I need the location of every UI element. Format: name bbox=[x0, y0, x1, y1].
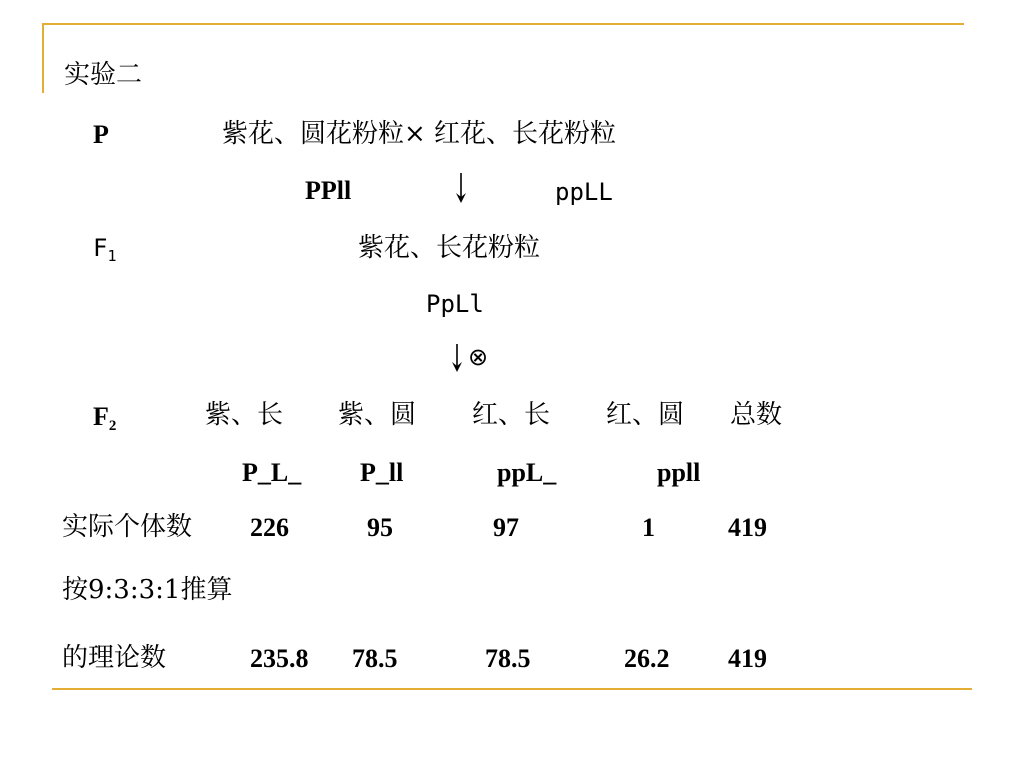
p-label: P bbox=[93, 120, 109, 149]
f1-label: $F_1$ bbox=[93, 234, 117, 265]
left-rule bbox=[42, 23, 44, 93]
selfing-symbol: ⊗ bbox=[468, 343, 489, 371]
expected-label-line2: 的理论数 bbox=[62, 643, 167, 673]
expected-value-red-long: 78.5 bbox=[485, 644, 531, 673]
observed-value-purple-round: 95 bbox=[367, 513, 393, 542]
expected-value-red-round: 26.2 bbox=[624, 644, 670, 673]
slide-title: 实验二 bbox=[64, 60, 143, 90]
parent-genotype-left: PPll bbox=[305, 176, 352, 205]
f1-genotype: PpLl bbox=[426, 290, 484, 318]
cross-arrow-icon bbox=[454, 172, 468, 204]
f2-header-purple-round: 紫、圆 bbox=[338, 400, 417, 430]
bottom-rule bbox=[52, 688, 972, 690]
f2-header-purple-long: 紫、长 bbox=[205, 400, 284, 430]
f2-genotype-p-ll: P_ll bbox=[360, 458, 404, 487]
expected-label-line1: 按9:3:3:1推算 bbox=[62, 575, 233, 605]
observed-value-purple-long: 226 bbox=[250, 513, 289, 542]
f2-header-red-round: 红、圆 bbox=[606, 400, 685, 430]
observed-label: 实际个体数 bbox=[62, 512, 193, 542]
f1-phenotype: 紫花、长花粉粒 bbox=[358, 233, 541, 263]
f2-genotype-pp-l: ppL_ bbox=[497, 458, 557, 487]
expected-value-purple-round: 78.5 bbox=[352, 644, 398, 673]
f2-genotype-p-l: P_L_ bbox=[242, 458, 302, 487]
parent-cross-text: 紫花、圆花粉粒× 红花、长花粉粒 bbox=[222, 119, 617, 149]
observed-value-red-round: 1 bbox=[642, 513, 655, 542]
observed-value-red-long: 97 bbox=[493, 513, 519, 542]
f2-label: $F_2$ bbox=[93, 402, 117, 434]
f2-header-total: 总数 bbox=[730, 400, 783, 430]
observed-value-total: 419 bbox=[728, 513, 767, 542]
parent-genotype-right: ppLL bbox=[555, 178, 613, 206]
top-rule bbox=[42, 23, 964, 25]
expected-value-purple-long: 235.8 bbox=[250, 644, 309, 673]
expected-value-total: 419 bbox=[728, 644, 767, 673]
self-arrow-icon bbox=[450, 343, 464, 373]
f2-header-red-long: 红、长 bbox=[472, 400, 551, 430]
f2-genotype-pp-ll: ppll bbox=[657, 458, 701, 487]
